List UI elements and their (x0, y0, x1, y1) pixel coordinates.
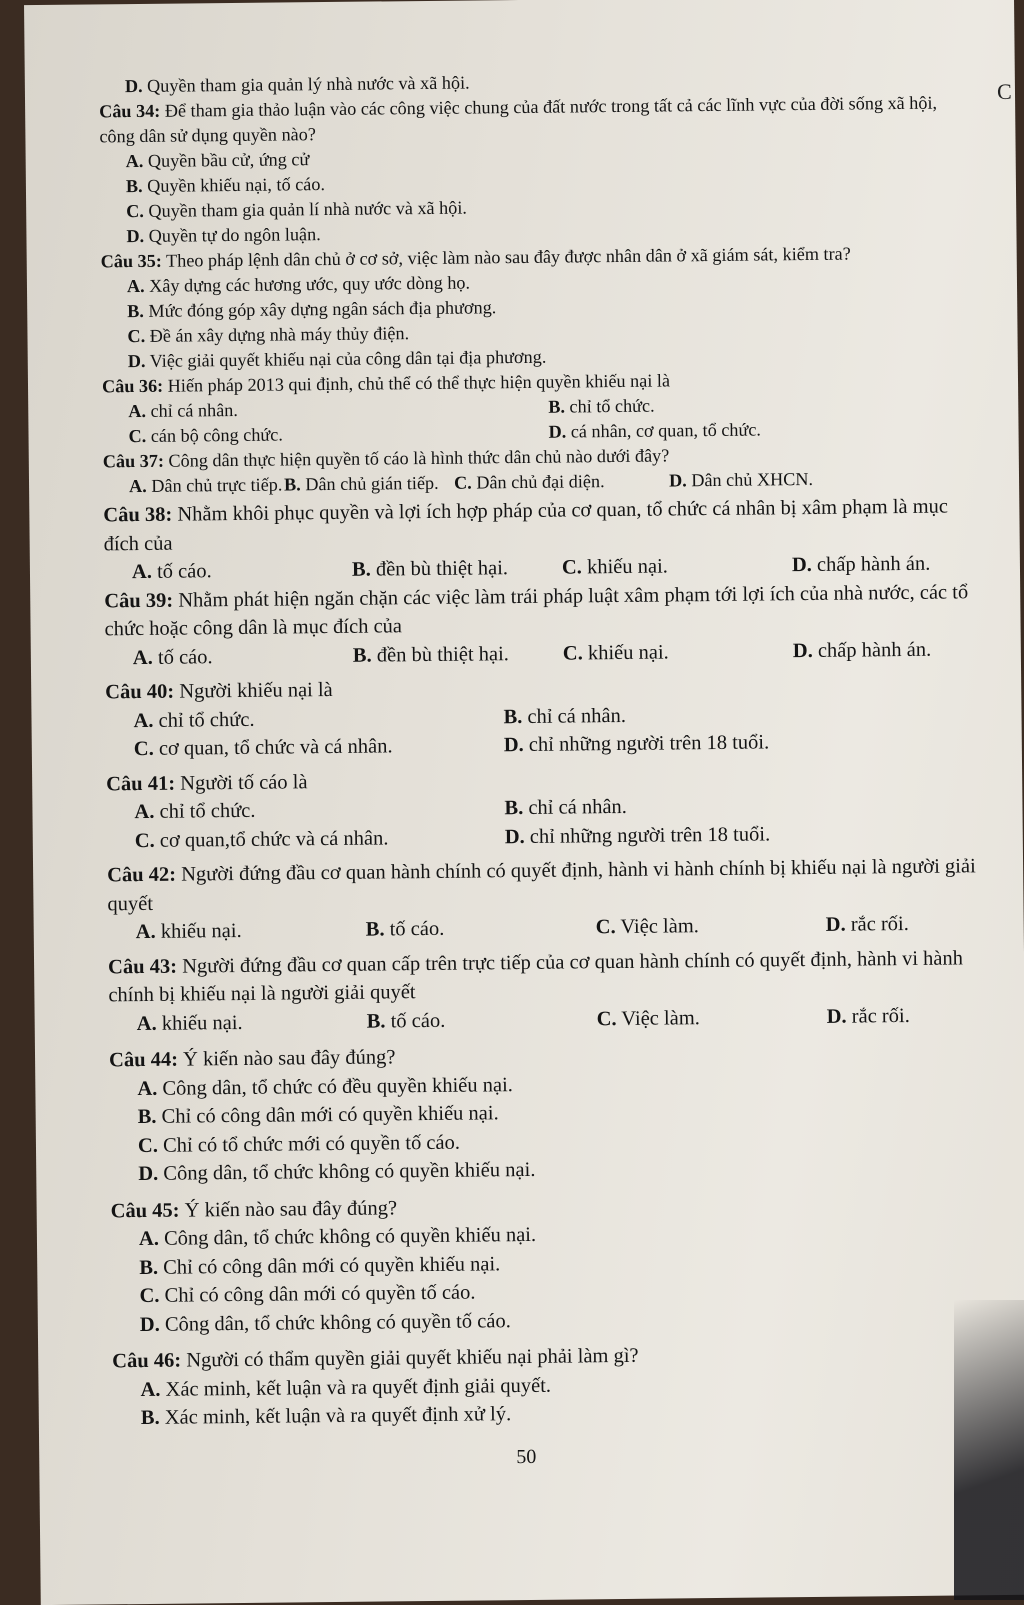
question-40: Câu 40: Người khiếu nại là (105, 678, 333, 704)
q37-option-c: C. Dân chủ đại diện. (453, 471, 605, 493)
question-35: Câu 35: Theo pháp lệnh dân chủ ở cơ sở, việc làm nào sau đây được nhân dân ở xã giám sát, kiểm tra? (100, 243, 851, 272)
question-38: Câu 38: Nhằm khôi phục quyền và lợi ích hợp pháp của cơ quan, tổ chức cá nhân bị xâm phạm là mục đích của (103, 495, 949, 555)
question-34: Câu 34: Để tham gia thảo luận vào các công việc chung của đất nước trong tất cả các lĩnh vực của đời sống xã hội, công dân sử dụng quyền nào? (99, 92, 938, 147)
question-44: Câu 44: Ý kiến nào sau đây đúng? (108, 1046, 396, 1072)
q43-option-b: B. tố cáo. (366, 1009, 446, 1033)
q38-option-d: D. chấp hành án. (791, 552, 931, 577)
q38-option-c: C. khiếu nại. (561, 555, 668, 579)
q40-option-b: B. chỉ cá nhân. (503, 704, 627, 728)
q39-option-b: B. đền bù thiệt hại. (352, 642, 509, 667)
q45-option-a: A. Công dân, tổ chức không có quyền khiếu nại. (138, 1223, 537, 1251)
q34-option-c: C. Quyền tham gia quản lí nhà nước và xã hội. (126, 197, 467, 222)
q44-option-c: C. Chỉ có tổ chức mới có quyền tố cáo. (137, 1131, 461, 1157)
q38-option-b: B. đền bù thiệt hại. (351, 557, 509, 581)
q44-option-a: A. Công dân, tổ chức có đều quyền khiếu nại. (137, 1073, 513, 1100)
question-46: Câu 46: Người có thẩm quyền giải quyết khiếu nại phải làm gì? (112, 1344, 639, 1373)
q34-option-d: D. Quyền tự do ngôn luận. (126, 224, 321, 247)
q40-option-c: C. cơ quan, tổ chức và cá nhân. (133, 735, 393, 761)
margin-mark: C (996, 78, 1012, 104)
q41-option-d: D. chỉ những người trên 18 tuổi. (504, 822, 771, 848)
q42-option-b: B. tố cáo. (365, 917, 445, 941)
question-36: Câu 36: Hiến pháp 2013 qui định, chủ thể có thể thực hiện quyền khiếu nại là (101, 370, 671, 397)
q44-option-d: D. Công dân, tổ chức không có quyền khiếu nại. (138, 1158, 536, 1186)
q46-option-b: B. Xác minh, kết luận và ra quyết định xử lý. (140, 1403, 512, 1430)
q45-option-c: C. Chỉ có công dân mới có quyền tố cáo. (139, 1281, 476, 1308)
question-39: Câu 39: Nhằm phát hiện ngăn chặn các việc làm trái pháp luật xâm phạm tới lợi ích của nhà nước, các tổ chức hoặc công dân là mục đích của (104, 580, 969, 641)
q43-option-a: A. khiếu nại. (136, 1011, 243, 1035)
q35-option-d: D. Việc giải quyết khiếu nại của công dân tại địa phương. (127, 346, 547, 372)
q40-option-a: A. chỉ tổ chức. (133, 708, 255, 732)
q37-option-d: D. Dân chủ XHCN. (668, 468, 814, 491)
q37-option-b: B. Dân chủ gián tiếp. (283, 472, 439, 495)
q39-option-c: C. khiếu nại. (562, 640, 669, 665)
q45-option-d: D. Công dân, tổ chức không có quyền tố cáo. (139, 1309, 511, 1336)
page-number: 50 (516, 1445, 537, 1468)
question-43: Câu 43: Người đứng đầu cơ quan cấp trên trực tiếp của cơ quan hành chính có quyết định, hành vi hành chính bị khiếu nại là người giải quyết (107, 946, 964, 1007)
document-page (24, 0, 1024, 1605)
q44-option-b: B. Chỉ có công dân mới có quyền khiếu nại. (137, 1102, 499, 1129)
question-42: Câu 42: Người đứng đầu cơ quan hành chính có quyết định, hành vi hành chính bị khiếu nại là người giải quyết (107, 855, 976, 915)
q35-option-b: B. Mức đóng góp xây dựng ngân sách địa phương. (127, 297, 497, 322)
q41-option-a: A. chỉ tổ chức. (134, 799, 256, 824)
photo-shadow (954, 1300, 1024, 1600)
q34-option-b: B. Quyền khiếu nại, tố cáo. (125, 174, 326, 197)
q36-option-d: D. cá nhân, cơ quan, tổ chức. (548, 419, 762, 442)
q38-option-a: A. tố cáo. (131, 560, 212, 584)
q36-option-c: C. cán bộ công chức. (128, 424, 283, 447)
question-list-upper (99, 65, 979, 499)
prev-option-d: D. Quyền tham gia quản lý nhà nước và xã hội. (124, 72, 470, 97)
q46-option-a: A. Xác minh, kết luận và ra quyết định giải quyết. (140, 1374, 552, 1401)
q43-option-c: C. Việc làm. (596, 1006, 700, 1030)
q39-option-a: A. tố cáo. (132, 645, 213, 669)
q42-option-d: D. rắc rối. (825, 912, 909, 936)
q35-option-c: C. Đề án xây dựng nhà máy thủy điện. (127, 323, 410, 347)
q36-option-a: A. chỉ cá nhân. (128, 399, 238, 422)
question-37: Câu 37: Công dân thực hiện quyền tố cáo là hình thức dân chủ nào dưới đây? (102, 445, 670, 472)
q41-option-b: B. chỉ cá nhân. (504, 795, 627, 820)
q37-option-a: A. Dân chủ trực tiếp. (128, 474, 283, 497)
q34-option-a: A. Quyền bầu cử, ứng cử (125, 149, 310, 172)
q45-option-b: B. Chỉ có công dân mới có quyền khiếu nại. (139, 1252, 501, 1279)
q35-option-a: A. Xây dựng các hương ước, quy ước dòng họ. (126, 272, 471, 297)
q43-option-d: D. rắc rối. (826, 1004, 910, 1028)
question-41: Câu 41: Người tố cáo là (106, 770, 308, 795)
q39-option-d: D. chấp hành án. (792, 638, 932, 662)
q36-option-b: B. chỉ tổ chức. (548, 395, 655, 417)
question-45: Câu 45: Ý kiến nào sau đây đúng? (110, 1196, 398, 1222)
question-list-lower (103, 492, 989, 1475)
q41-option-c: C. cơ quan,tổ chức và cá nhân. (134, 826, 389, 852)
q42-option-c: C. Việc làm. (595, 915, 699, 939)
q42-option-a: A. khiếu nại. (135, 919, 242, 944)
q40-option-d: D. chỉ những người trên 18 tuổi. (503, 731, 770, 757)
